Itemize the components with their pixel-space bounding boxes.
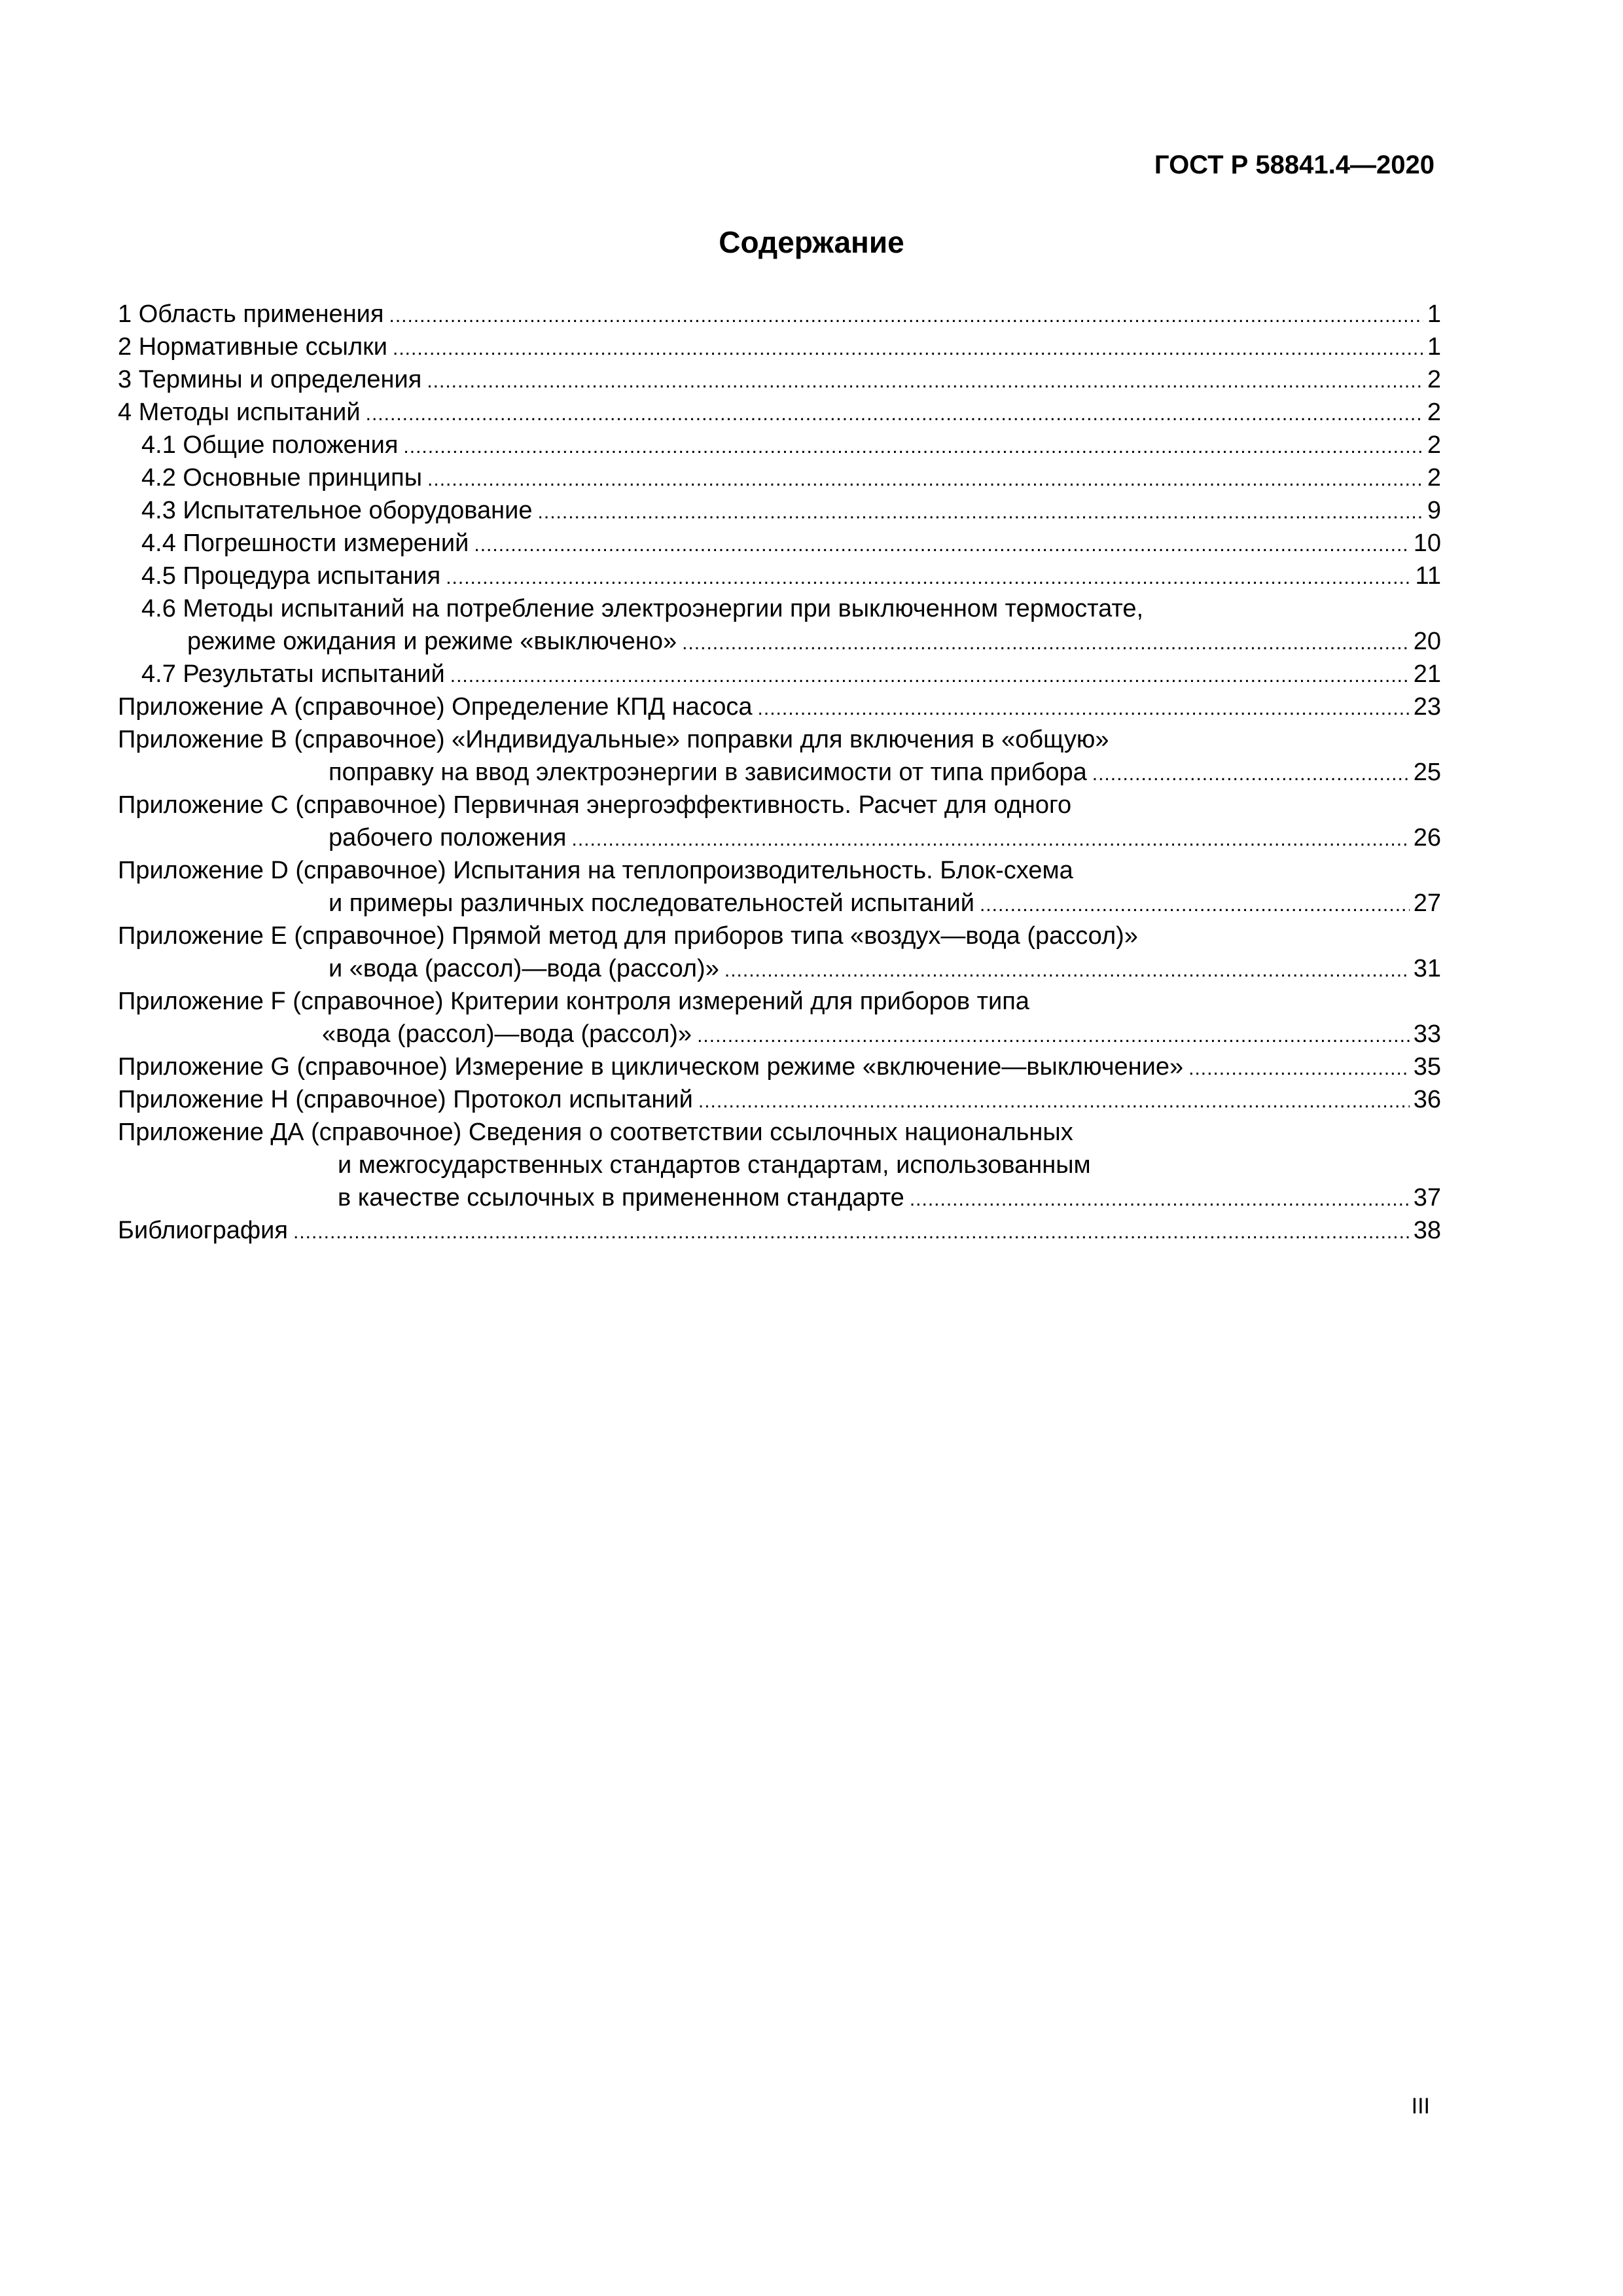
toc-entry-4-5[interactable] [118, 560, 1441, 592]
toc-entry-title: 4 Методы испытаний [118, 399, 361, 426]
toc-entry-page: 27 [1413, 889, 1441, 917]
dot-leader [389, 300, 1423, 332]
toc-entry-title: 1 Область применения [118, 300, 384, 328]
toc-entry-title: Приложение В (справочное) «Индивидуальные» поправки для включения в «общую» [118, 726, 1109, 753]
dot-leader [538, 496, 1423, 529]
toc-entry-title: 4.6 Методы испытаний на потребление электроэнергии при выключенном термостате, [141, 595, 1144, 622]
table-of-contents [118, 298, 1441, 1247]
dot-leader [403, 431, 1423, 463]
dot-leader [572, 823, 1410, 856]
toc-entry-normative-references[interactable] [118, 331, 1441, 363]
dot-leader [474, 529, 1409, 562]
toc-entry-title: Приложение G (справочное) Измерение в циклическом режиме «включение—выключение» [118, 1053, 1184, 1081]
toc-entry-bibliography[interactable] [118, 1214, 1441, 1247]
dot-leader [1092, 758, 1410, 791]
toc-entry-appendix-e[interactable] [118, 920, 1441, 985]
toc-entry-page: 20 [1413, 628, 1441, 655]
toc-entry-title: 4.1 Общие положения [141, 431, 399, 459]
dot-leader [450, 660, 1410, 692]
dot-leader [682, 627, 1410, 660]
toc-entry-page: 1 [1427, 300, 1441, 328]
toc-entry-page: 25 [1413, 759, 1441, 786]
toc-entry-page: 1 [1427, 333, 1441, 361]
toc-entry-title-continuation: поправку на ввод электроэнергии в зависимости от типа прибора [329, 759, 1087, 786]
toc-entry-title: Приложение F (справочное) Критерии контроля измерений для приборов типа [118, 988, 1029, 1015]
toc-entry-title-continuation: и межгосударственных стандартов стандартам, использованным [338, 1151, 1091, 1179]
dot-leader [427, 463, 1423, 496]
dot-leader [724, 954, 1410, 987]
toc-entry-page: 2 [1427, 366, 1441, 393]
dot-leader [446, 562, 1411, 594]
toc-entry-title-continuation: рабочего положения [329, 824, 567, 852]
toc-entry-title: 2 Нормативные ссылки [118, 333, 387, 361]
toc-entry-appendix-d[interactable] [118, 854, 1441, 920]
toc-entry-page: 11 [1415, 562, 1441, 590]
toc-entry-page: 23 [1413, 693, 1441, 721]
toc-entry-title-continuation: «вода (рассол)—вода (рассол)» [322, 1020, 692, 1048]
toc-entry-appendix-b[interactable] [118, 723, 1441, 789]
toc-entry-page: 38 [1413, 1217, 1441, 1244]
toc-entry-appendix-a[interactable] [118, 691, 1441, 723]
toc-entry-page: 2 [1427, 399, 1441, 426]
dot-leader [910, 1183, 1410, 1216]
toc-entry-title: 4.4 Погрешности измерений [141, 529, 469, 557]
toc-entry-title-continuation: и «вода (рассол)—вода (рассол)» [329, 955, 719, 982]
dot-leader [980, 889, 1410, 922]
dot-leader [393, 332, 1423, 365]
toc-entry-title-continuation: режиме ожидания и режиме «выключено» [187, 628, 677, 655]
toc-entry-appendix-f[interactable] [118, 985, 1441, 1050]
toc-entry-title: Приложение Н (справочное) Протокол испытаний [118, 1086, 693, 1113]
toc-entry-page: 33 [1413, 1020, 1441, 1048]
toc-entry-page: 10 [1413, 529, 1441, 557]
toc-entry-page: 9 [1427, 497, 1441, 524]
toc-entry-appendix-g[interactable] [118, 1050, 1441, 1083]
toc-entry-test-methods[interactable] [118, 396, 1441, 429]
toc-entry-title: 4.5 Процедура испытания [141, 562, 441, 590]
toc-entry-terms[interactable] [118, 363, 1441, 396]
toc-entry-title: Приложение А (справочное) Определение КПД насоса [118, 693, 753, 721]
toc-entry-4-1[interactable] [118, 429, 1441, 461]
dot-leader [1188, 1052, 1410, 1085]
dot-leader [293, 1216, 1410, 1249]
toc-entry-title: 4.2 Основные принципы [141, 464, 423, 492]
toc-entry-appendix-h[interactable] [118, 1083, 1441, 1116]
toc-entry-4-2[interactable] [118, 461, 1441, 494]
page-number: III [1411, 2094, 1430, 2119]
document-code: ГОСТ Р 58841.4—2020 [1154, 151, 1435, 179]
page-title: Содержание [719, 225, 904, 259]
toc-entry-title: 4.3 Испытательное оборудование [141, 497, 533, 524]
toc-entry-title: Приложение С (справочное) Первичная энергоэффективность. Расчет для одного [118, 791, 1072, 819]
dot-leader [697, 1020, 1410, 1052]
dot-leader [366, 398, 1423, 431]
toc-entry-title-continuation: в качестве ссылочных в примененном стандарте [338, 1184, 904, 1211]
dot-leader [427, 365, 1423, 398]
toc-entry-page: 37 [1413, 1184, 1441, 1211]
toc-entry-title: Библиография [118, 1217, 288, 1244]
toc-entry-page: 36 [1413, 1086, 1441, 1113]
dot-leader [698, 1085, 1410, 1118]
toc-entry-appendix-c[interactable] [118, 789, 1441, 854]
dot-leader [758, 692, 1410, 725]
toc-entry-title: 3 Термины и определения [118, 366, 422, 393]
toc-entry-4-6[interactable] [118, 592, 1441, 658]
toc-entry-4-4[interactable] [118, 527, 1441, 560]
toc-entry-title: Приложение ДА (справочное) Сведения о соответствии ссылочных национальных [118, 1119, 1073, 1146]
toc-entry-title-continuation: и примеры различных последовательностей испытаний [329, 889, 974, 917]
toc-entry-page: 2 [1427, 431, 1441, 459]
toc-entry-title: 4.7 Результаты испытаний [141, 660, 445, 688]
toc-entry-4-7[interactable] [118, 658, 1441, 691]
toc-entry-title: Приложение D (справочное) Испытания на теплопроизводительность. Блок-схема [118, 857, 1073, 884]
toc-entry-page: 35 [1413, 1053, 1441, 1081]
toc-entry-scope[interactable] [118, 298, 1441, 331]
toc-entry-appendix-da[interactable] [118, 1116, 1441, 1214]
toc-entry-page: 21 [1413, 660, 1441, 688]
toc-entry-4-3[interactable] [118, 494, 1441, 527]
toc-entry-page: 31 [1413, 955, 1441, 982]
toc-entry-page: 2 [1427, 464, 1441, 492]
toc-entry-title: Приложение Е (справочное) Прямой метод для приборов типа «воздух—вода (рассол)» [118, 922, 1138, 950]
toc-entry-page: 26 [1413, 824, 1441, 852]
